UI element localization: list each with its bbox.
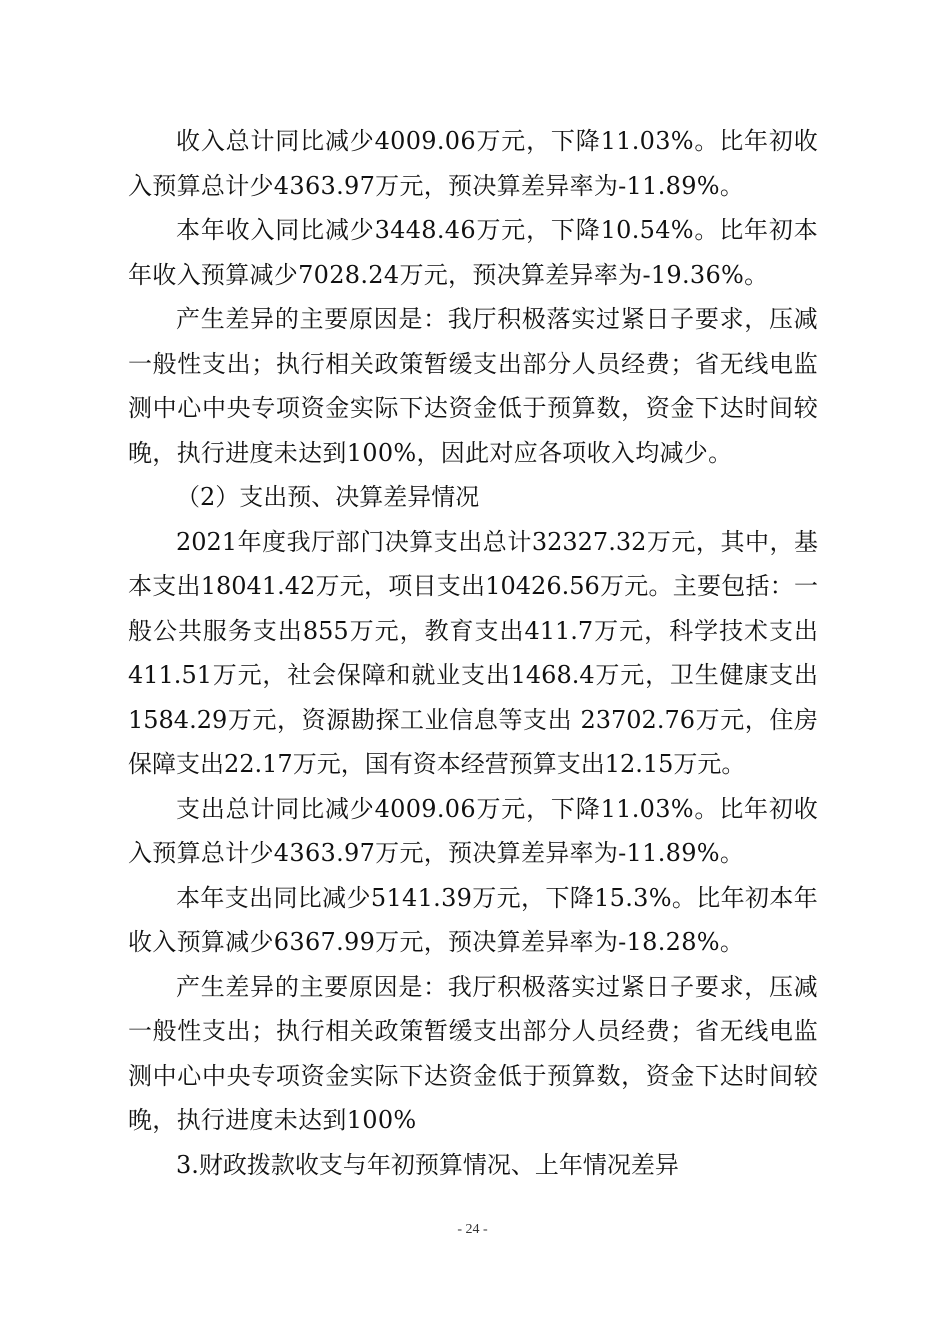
section-3-heading: 3.财政拨款收支与年初预算情况、上年情况差异: [176, 1150, 679, 1179]
income-total-paragraph: 收入总计同比减少4009.06万元，下降11.03%。比年初收入预算总计少4363.97万元，预决算差异率为-11.89%。: [128, 127, 818, 200]
expenditure-current-year-paragraph: 本年支出同比减少5141.39万元，下降15.3%。比年初本年收入预算减少6367.99万元，预决算差异率为-18.28%。: [128, 883, 818, 956]
expenditure-difference-reason-paragraph: 产生差异的主要原因是：我厅积极落实过紧日子要求，压减一般性支出；执行相关政策暂缓支出部分人员经费；省无线电监测中心中央专项资金实际下达资金低于预算数，资金下达时间较晚，执行进度未达到100%: [128, 972, 818, 1134]
page-number: - 24 -: [457, 1222, 488, 1237]
expenditure-detail-paragraph: 2021年度我厅部门决算支出总计32327.32万元，其中，基本支出18041.42万元，项目支出10426.56万元。主要包括：一般公共服务支出855万元，教育支出411.7万元，科学技术支出411.51万元，社会保障和就业支出1468.4万元，卫生健康支出1584.29万元，资源勘探工业信息等支出 23702.76万元，住房保障支出22.17万元，国有资本经营预算支出12.15万元。: [128, 527, 818, 778]
document-body: [128, 119, 818, 1187]
income-difference-reason-paragraph: 产生差异的主要原因是：我厅积极落实过紧日子要求，压减一般性支出；执行相关政策暂缓支出部分人员经费；省无线电监测中心中央专项资金实际下达资金低于预算数，资金下达时间较晚，执行进度未达到100%，因此对应各项收入均减少。: [128, 305, 818, 467]
expenditure-section-heading: （2）支出预、决算差异情况: [176, 483, 480, 511]
expenditure-total-paragraph: 支出总计同比减少4009.06万元，下降11.03%。比年初收入预算总计少4363.97万元，预决算差异率为-11.89%。: [128, 794, 818, 867]
income-current-year-paragraph: 本年收入同比减少3448.46万元，下降10.54%。比年初本年收入预算减少7028.24万元，预决算差异率为-19.36%。: [128, 216, 818, 289]
